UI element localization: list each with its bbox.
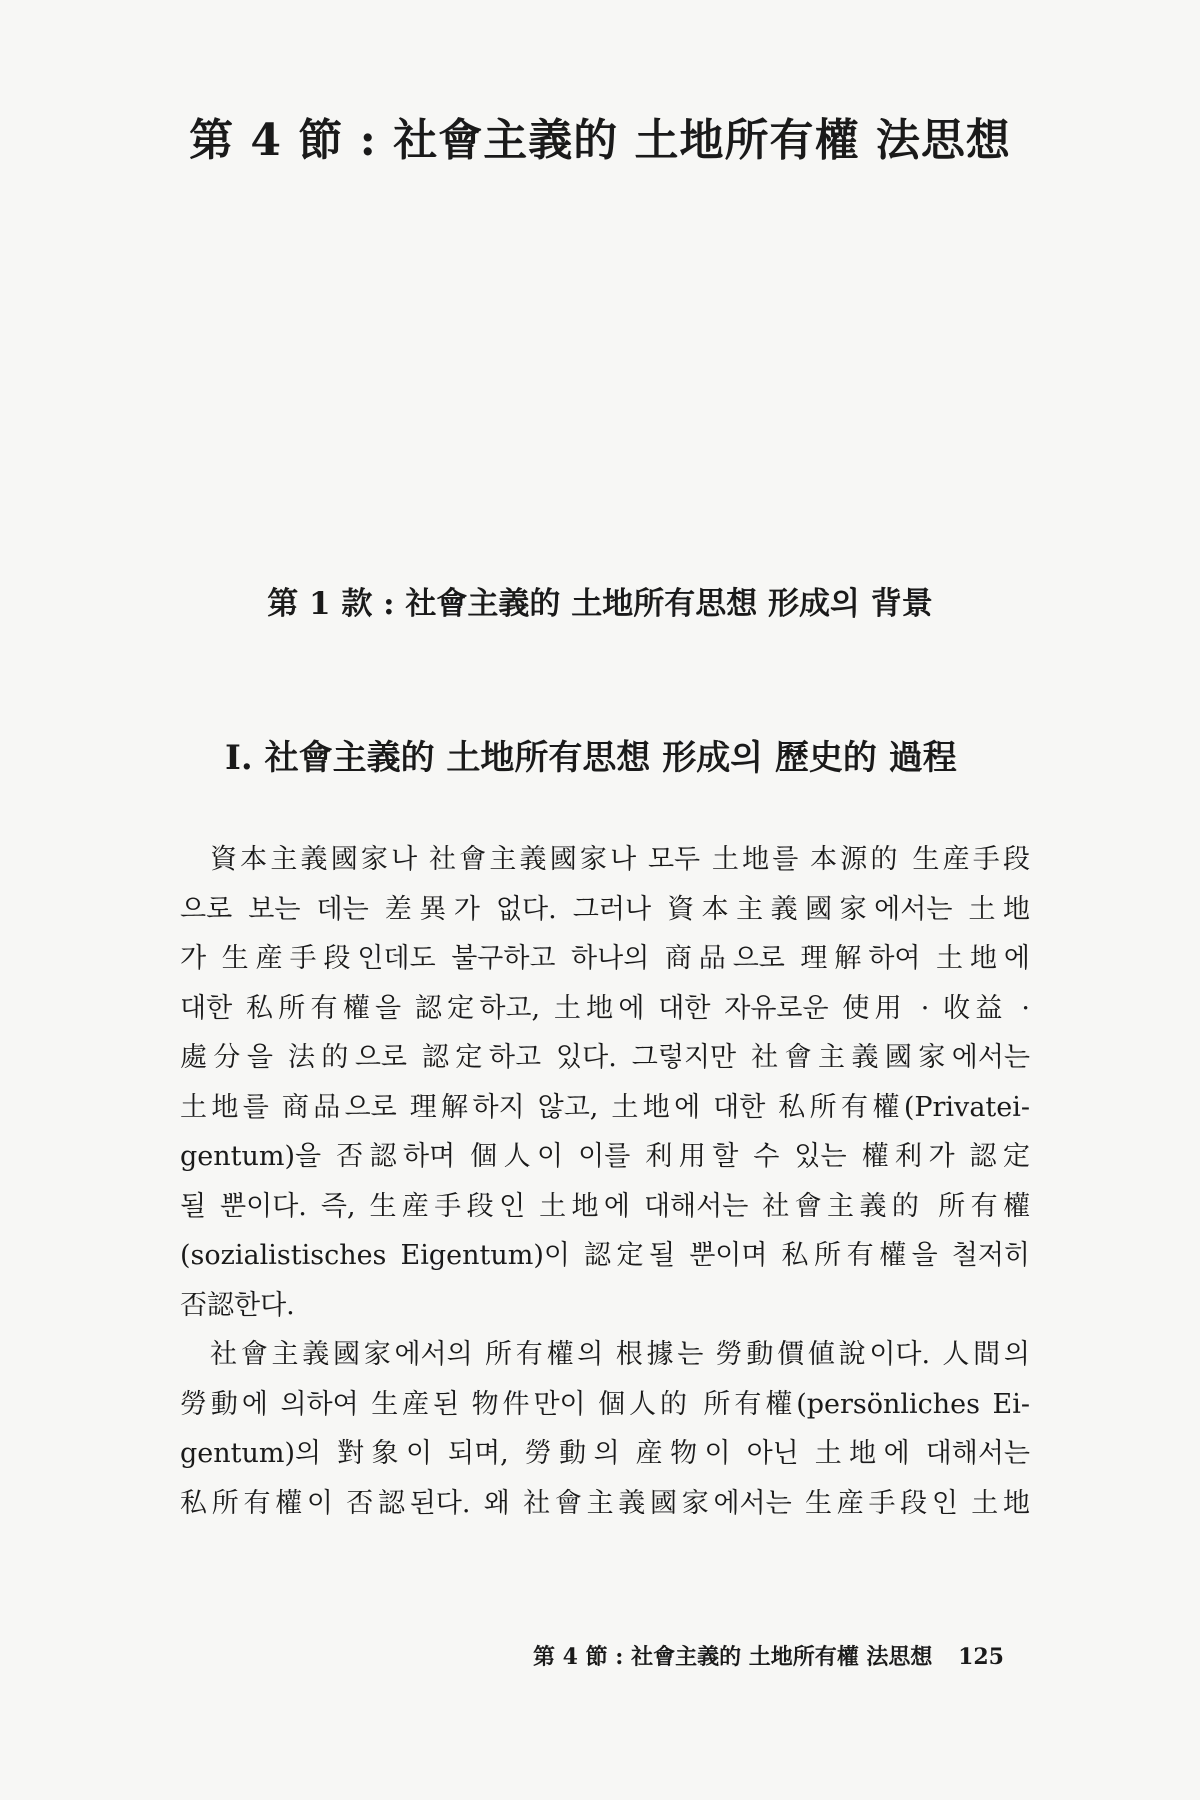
body-line: 가 生産手段인데도 불구하고 하나의 商品으로 理解하여 土地에 <box>180 943 1030 974</box>
body-line: 資本主義國家나 社會主義國家나 모두 土地를 本源的 生産手段 <box>210 844 1030 875</box>
section-title: 第 4 節 : 社會主義的 土地所有權 法思想 <box>189 115 1011 166</box>
subsection-title: Ⅰ. 社會主義的 土地所有思想 形成의 歷史的 過程 <box>225 738 957 778</box>
body-line: 私所有權이 否認된다. 왜 社會主義國家에서는 生産手段인 土地 <box>180 1487 1030 1519</box>
paragraph-2 <box>180 1330 1030 1528</box>
running-title: 第 4 節 : 社會主義的 土地所有權 法思想 <box>533 1644 933 1670</box>
body-line: 으로 보는 데는 差異가 없다. 그러나 資本主義國家에서는 土地 <box>180 893 1030 925</box>
body-line: gentum)을 否認하며 個人이 이를 利用할 수 있는 權利가 認定 <box>180 1141 1030 1172</box>
paragraph-1 <box>180 835 1030 1330</box>
body-text <box>180 835 1030 1528</box>
body-line: 대한 私所有權을 認定하고, 土地에 대한 자유로운 使用 · 收益 · <box>180 992 1030 1024</box>
body-line: 否認한다. <box>180 1289 295 1321</box>
body-line: 될 뿐이다. 즉, 生産手段인 土地에 대해서는 社會主義的 所有權 <box>180 1190 1030 1222</box>
body-line: 勞動에 의하여 生産된 物件만이 個人的 所有權(persönliches Ei- <box>180 1388 1030 1420</box>
page-footer <box>533 1640 1004 1671</box>
body-line: 土地를 商品으로 理解하지 않고, 土地에 대한 私所有權(Privatei- <box>180 1091 1030 1123</box>
body-line: (sozialistisches Eigentum)이 認定될 뿐이며 私所有權을 철저히 <box>180 1240 1030 1271</box>
body-line: 處分을 法的으로 認定하고 있다. 그렇지만 社會主義國家에서는 <box>180 1042 1030 1073</box>
page-number: 125 <box>958 1644 1004 1670</box>
article-title: 第 1 款 : 社會主義的 土地所有思想 形成의 背景 <box>267 586 933 622</box>
body-line: 社會主義國家에서의 所有權의 根據는 勞動價値說이다. 人間의 <box>210 1339 1030 1370</box>
body-line: gentum)의 對象이 되며, 勞動의 産物이 아닌 土地에 대해서는 <box>180 1438 1030 1469</box>
